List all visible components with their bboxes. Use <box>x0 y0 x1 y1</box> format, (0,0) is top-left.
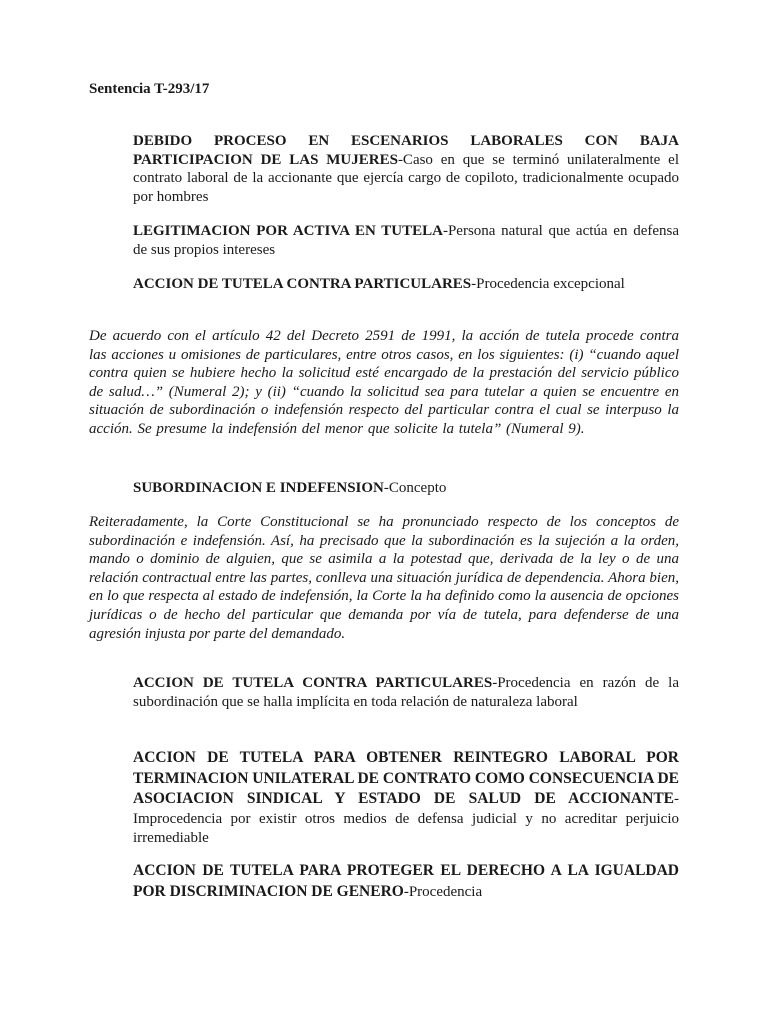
heading-rest: -Procedencia en razón de la subordinación que se halla implícita en toda relación de naturaleza laboral <box>133 675 679 710</box>
heading-bold: DEBIDO PROCESO EN ESCENARIOS LABORALES CON BAJA PARTICIPACION DE LAS MUJERES <box>133 133 679 168</box>
heading-bold: LEGITIMACION POR ACTIVA EN TUTELA <box>133 223 443 239</box>
heading-accion-particulares <box>133 275 679 294</box>
heading-rest: -Caso en que se terminó unilateralmente el contrato laboral de la accionante que ejercía cargo de copiloto, tradicionalmente ocupado por hombres <box>133 151 679 205</box>
heading-subordinacion <box>133 479 679 498</box>
document-title: Sentencia T-293/17 <box>89 81 210 97</box>
heading-debido-proceso <box>133 132 679 206</box>
quote-corte-constitucional: Reiteradamente, la Corte Constitucional se ha pronunciado respecto de los conceptos de subordinación e indefensión. Así, ha precisado que la subordinación es la sujeción a la orden, mando o dominio de alguien, que se asimila a la potestad que, derivada de la ley o de una relación contractual entre las partes, conlleva una situación jurídica de dependencia. Ahora bien, en lo que respecta al estado de indefensión, la Corte la ha definido como la ausencia de opciones jurídicas o de hecho del particular que demanda por vía de tutela, para defenderse de una agresión injusta por parte del demandado. <box>89 514 679 642</box>
heading-rest: -Concepto <box>383 480 447 496</box>
heading-bold: ACCION DE TUTELA PARA PROTEGER EL DERECHO A LA IGUALDAD POR DISCRIMINACION DE GENERO <box>133 862 679 900</box>
heading-legitimacion <box>133 222 679 259</box>
heading-bold: SUBORDINACION E INDEFENSION <box>133 480 384 496</box>
heading-bold: ACCION DE TUTELA PARA OBTENER REINTEGRO LABORAL POR TERMINACION UNILATERAL DE CONTRATO COMO CONSECUENCIA DE ASOCIACION SINDICAL Y ESTADO DE SALUD DE ACCIONANTE <box>133 749 680 807</box>
heading-igualdad-genero <box>133 861 679 902</box>
heading-rest: -Procedencia <box>403 883 483 900</box>
quote-decreto-2591: De acuerdo con el artículo 42 del Decreto 2591 de 1991, la acción de tutela procede contra las acciones u omisiones de particulares, entre otros casos, en los siguientes: (i) “cuando aquel contra quien se hubiere hecho la solicitud esté encargado de la prestación del servicio público de salud…” (Numeral 2); y (ii) “cuando la solicitud sea para tutelar a quien se encuentre en situación de subordinación o indefensión respecto del particular contra el cual se interpuso la acción. Se presume la indefensión del menor que solicite la tutela” (Numeral 9). <box>89 328 679 437</box>
heading-rest: -Procedencia excepcional <box>471 276 625 292</box>
heading-accion-particulares-laboral <box>133 674 679 711</box>
heading-bold: ACCION DE TUTELA CONTRA PARTICULARES <box>133 276 472 292</box>
heading-rest: -Improcedencia por existir otros medios de defensa judicial y no acreditar perjuicio irremediable <box>133 791 679 846</box>
heading-reintegro-laboral <box>133 748 679 849</box>
heading-bold: ACCION DE TUTELA CONTRA PARTICULARES <box>133 675 493 691</box>
heading-rest: -Persona natural que actúa en defensa de sus propios intereses <box>133 223 680 258</box>
